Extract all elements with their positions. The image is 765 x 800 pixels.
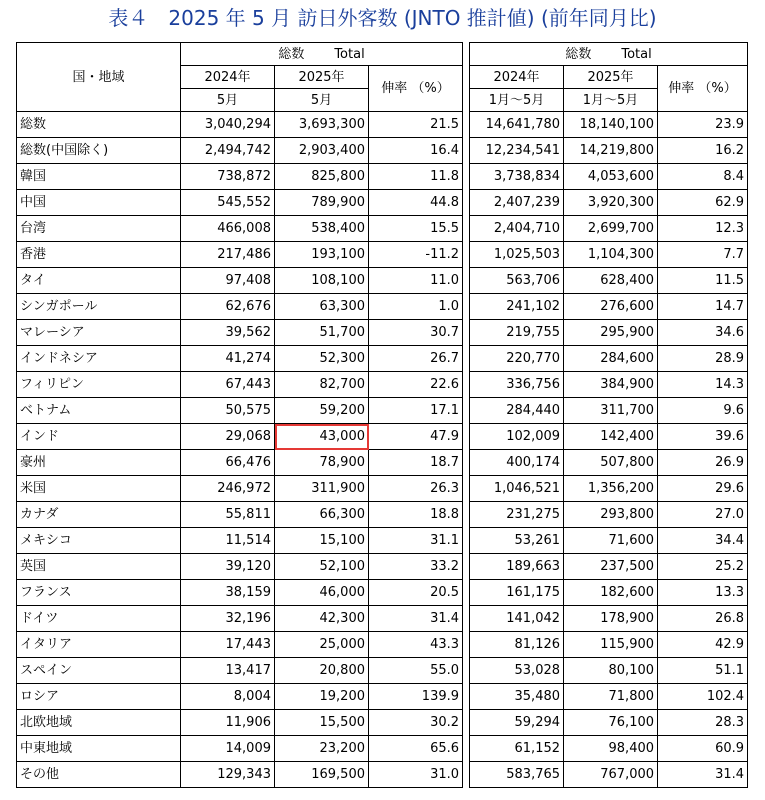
region-name: メキシコ: [17, 528, 181, 554]
ytd-2024-value: 102,009: [470, 424, 564, 450]
may-2024-value: 39,120: [181, 554, 275, 580]
ytd-2025-value: 311,700: [564, 398, 658, 424]
table-row: [17, 320, 748, 346]
region-name: その他: [17, 762, 181, 788]
table-row: [17, 528, 748, 554]
may-2025-value: 42,300: [275, 606, 369, 632]
ytd-2025-value: 76,100: [564, 710, 658, 736]
region-name: インド: [17, 424, 181, 450]
ytd-growth-value: 34.6: [658, 320, 748, 346]
ytd-growth-value: 28.3: [658, 710, 748, 736]
ytd-2024-month-header: 1月～5月: [470, 89, 564, 112]
may-2025-value: 19,200: [275, 684, 369, 710]
ytd-2025-value: 237,500: [564, 554, 658, 580]
ytd-2024-value: 3,738,834: [470, 164, 564, 190]
ytd-2024-value: 1,046,521: [470, 476, 564, 502]
column-gap: [463, 476, 470, 502]
may-2024-value: 738,872: [181, 164, 275, 190]
may-2025-value: 66,300: [275, 502, 369, 528]
table-row: [17, 138, 748, 164]
table-row: [17, 268, 748, 294]
ytd-2024-value: 53,028: [470, 658, 564, 684]
ytd-2024-value: 35,480: [470, 684, 564, 710]
may-growth-value: 31.4: [369, 606, 463, 632]
ytd-2025-value: 767,000: [564, 762, 658, 788]
may-2024-month-header: 5月: [181, 89, 275, 112]
table-body: [17, 112, 748, 788]
may-2024-value: 67,443: [181, 372, 275, 398]
may-2024-value: 97,408: [181, 268, 275, 294]
may-growth-header: 伸率 （%）: [369, 66, 463, 112]
may-2024-value: 38,159: [181, 580, 275, 606]
ytd-growth-value: 14.3: [658, 372, 748, 398]
ytd-2024-value: 2,407,239: [470, 190, 564, 216]
table-row: [17, 632, 748, 658]
region-name: ロシア: [17, 684, 181, 710]
may-growth-value: 17.1: [369, 398, 463, 424]
region-name: シンガポール: [17, 294, 181, 320]
may-2025-value: 15,500: [275, 710, 369, 736]
ytd-growth-value: 23.9: [658, 112, 748, 138]
may-2024-value: 50,575: [181, 398, 275, 424]
ytd-growth-value: 25.2: [658, 554, 748, 580]
may-2024-value: 11,906: [181, 710, 275, 736]
may-2025-value: 23,200: [275, 736, 369, 762]
column-gap: [463, 242, 470, 268]
may-growth-value: -11.2: [369, 242, 463, 268]
column-gap: [463, 138, 470, 164]
may-2024-value: 32,196: [181, 606, 275, 632]
ytd-2025-value: 115,900: [564, 632, 658, 658]
ytd-2025-value: 293,800: [564, 502, 658, 528]
may-2024-value: 39,562: [181, 320, 275, 346]
column-gap: [463, 424, 470, 450]
may-growth-value: 11.8: [369, 164, 463, 190]
may-2025-value: 538,400: [275, 216, 369, 242]
may-growth-value: 43.3: [369, 632, 463, 658]
ytd-2025-value: 98,400: [564, 736, 658, 762]
may-2025-value: 25,000: [275, 632, 369, 658]
highlighted-cell: 43,000: [275, 424, 369, 450]
ytd-2024-value: 161,175: [470, 580, 564, 606]
ytd-2025-month-header: 1月～5月: [564, 89, 658, 112]
region-name: ドイツ: [17, 606, 181, 632]
ytd-2025-value: 276,600: [564, 294, 658, 320]
may-2024-value: 66,476: [181, 450, 275, 476]
ytd-growth-value: 8.4: [658, 164, 748, 190]
ytd-2025-value: 182,600: [564, 580, 658, 606]
may-2025-value: 789,900: [275, 190, 369, 216]
table-row: [17, 294, 748, 320]
may-2025-value: 63,300: [275, 294, 369, 320]
region-name: 北欧地域: [17, 710, 181, 736]
may-2024-value: 129,343: [181, 762, 275, 788]
ytd-growth-value: 60.9: [658, 736, 748, 762]
ytd-2024-value: 220,770: [470, 346, 564, 372]
column-gap: [463, 684, 470, 710]
table-row: [17, 398, 748, 424]
table-row: [17, 710, 748, 736]
may-growth-value: 20.5: [369, 580, 463, 606]
may-growth-value: 11.0: [369, 268, 463, 294]
ytd-growth-value: 11.5: [658, 268, 748, 294]
region-name: 英国: [17, 554, 181, 580]
ytd-2024-value: 59,294: [470, 710, 564, 736]
may-2024-value: 17,443: [181, 632, 275, 658]
ytd-2025-value: 1,104,300: [564, 242, 658, 268]
table-row: [17, 554, 748, 580]
ytd-2025-value: 14,219,800: [564, 138, 658, 164]
may-growth-value: 33.2: [369, 554, 463, 580]
ytd-2025-value: 71,800: [564, 684, 658, 710]
ytd-2024-value: 563,706: [470, 268, 564, 294]
region-name: 中東地域: [17, 736, 181, 762]
ytd-growth-value: 14.7: [658, 294, 748, 320]
ytd-2024-value: 141,042: [470, 606, 564, 632]
may-growth-value: 30.7: [369, 320, 463, 346]
may-2025-value: 52,300: [275, 346, 369, 372]
ytd-growth-value: 28.9: [658, 346, 748, 372]
column-gap: [463, 606, 470, 632]
ytd-2025-value: 80,100: [564, 658, 658, 684]
region-name: インドネシア: [17, 346, 181, 372]
may-2025-value: 311,900: [275, 476, 369, 502]
column-gap: [463, 164, 470, 190]
ytd-2024-value: 400,174: [470, 450, 564, 476]
may-2025-value: 59,200: [275, 398, 369, 424]
ytd-2025-value: 178,900: [564, 606, 658, 632]
ytd-2024-value: 53,261: [470, 528, 564, 554]
column-gap: [463, 112, 470, 138]
ytd-2024-value: 284,440: [470, 398, 564, 424]
ytd-growth-header: 伸率 （%）: [658, 66, 748, 112]
ytd-growth-value: 29.6: [658, 476, 748, 502]
column-gap: [463, 268, 470, 294]
may-2025-value: 108,100: [275, 268, 369, 294]
ytd-2024-value: 14,641,780: [470, 112, 564, 138]
may-2025-value: 20,800: [275, 658, 369, 684]
region-name: 総数(中国除く): [17, 138, 181, 164]
region-name: マレーシア: [17, 320, 181, 346]
region-name: フランス: [17, 580, 181, 606]
column-gap: [463, 502, 470, 528]
ytd-total-header: [470, 43, 748, 66]
may-2024-value: 545,552: [181, 190, 275, 216]
column-gap: [463, 658, 470, 684]
ytd-2025-value: 295,900: [564, 320, 658, 346]
region-name: 台湾: [17, 216, 181, 242]
ytd-growth-value: 42.9: [658, 632, 748, 658]
may-2025-value: 78,900: [275, 450, 369, 476]
ytd-total-label-en: Total: [621, 46, 652, 62]
region-name: 豪州: [17, 450, 181, 476]
may-growth-value: 30.2: [369, 710, 463, 736]
region-name: イタリア: [17, 632, 181, 658]
region-name: 韓国: [17, 164, 181, 190]
ytd-total-label-jp: 総数: [565, 46, 592, 62]
may-2025-value: 2,903,400: [275, 138, 369, 164]
may-2024-value: 11,514: [181, 528, 275, 554]
table-row: [17, 606, 748, 632]
ytd-2024-value: 219,755: [470, 320, 564, 346]
ytd-2024-value: 241,102: [470, 294, 564, 320]
ytd-2024-value: 189,663: [470, 554, 564, 580]
may-growth-value: 16.4: [369, 138, 463, 164]
table-row: [17, 736, 748, 762]
table-row: [17, 658, 748, 684]
ytd-2024-value: 2,404,710: [470, 216, 564, 242]
column-gap: [463, 346, 470, 372]
ytd-2025-value: 2,699,700: [564, 216, 658, 242]
column-gap: [463, 736, 470, 762]
column-gap: [463, 216, 470, 242]
region-name: 中国: [17, 190, 181, 216]
column-gap: [463, 580, 470, 606]
ytd-2024-value: 1,025,503: [470, 242, 564, 268]
region-header: 国・地域: [17, 43, 181, 112]
ytd-growth-value: 9.6: [658, 398, 748, 424]
table-row: [17, 476, 748, 502]
column-gap: [463, 190, 470, 216]
table-row: [17, 684, 748, 710]
may-2024-year-header: 2024年: [181, 66, 275, 89]
ytd-growth-value: 13.3: [658, 580, 748, 606]
may-2024-value: 246,972: [181, 476, 275, 502]
ytd-growth-value: 39.6: [658, 424, 748, 450]
column-gap: [463, 43, 470, 112]
may-2025-value: 825,800: [275, 164, 369, 190]
table-row: [17, 424, 748, 450]
column-gap: [463, 320, 470, 346]
ytd-2025-value: 507,800: [564, 450, 658, 476]
may-growth-value: 21.5: [369, 112, 463, 138]
may-growth-value: 47.9: [369, 424, 463, 450]
ytd-2025-value: 628,400: [564, 268, 658, 294]
may-growth-value: 18.8: [369, 502, 463, 528]
may-2025-month-header: 5月: [275, 89, 369, 112]
may-growth-value: 18.7: [369, 450, 463, 476]
may-growth-value: 22.6: [369, 372, 463, 398]
region-name: ベトナム: [17, 398, 181, 424]
column-gap: [463, 372, 470, 398]
ytd-growth-value: 62.9: [658, 190, 748, 216]
region-name: 香港: [17, 242, 181, 268]
ytd-2024-year-header: 2024年: [470, 66, 564, 89]
may-total-label-jp: 総数: [278, 46, 305, 62]
may-growth-value: 44.8: [369, 190, 463, 216]
table-row: [17, 346, 748, 372]
may-2025-value: 3,693,300: [275, 112, 369, 138]
column-gap: [463, 398, 470, 424]
may-2025-value: 15,100: [275, 528, 369, 554]
column-gap: [463, 632, 470, 658]
ytd-2025-value: 3,920,300: [564, 190, 658, 216]
may-2025-value: 52,100: [275, 554, 369, 580]
may-2024-value: 62,676: [181, 294, 275, 320]
ytd-2024-value: 12,234,541: [470, 138, 564, 164]
ytd-2025-value: 1,356,200: [564, 476, 658, 502]
ytd-2024-value: 61,152: [470, 736, 564, 762]
ytd-growth-value: 34.4: [658, 528, 748, 554]
may-growth-value: 139.9: [369, 684, 463, 710]
may-growth-value: 31.0: [369, 762, 463, 788]
may-2024-value: 29,068: [181, 424, 275, 450]
region-name: 米国: [17, 476, 181, 502]
may-growth-value: 26.3: [369, 476, 463, 502]
ytd-2025-value: 71,600: [564, 528, 658, 554]
ytd-2024-value: 583,765: [470, 762, 564, 788]
may-growth-value: 26.7: [369, 346, 463, 372]
table-row: [17, 190, 748, 216]
ytd-growth-value: 12.3: [658, 216, 748, 242]
region-name: 総数: [17, 112, 181, 138]
may-2025-value: 193,100: [275, 242, 369, 268]
column-gap: [463, 554, 470, 580]
column-gap: [463, 450, 470, 476]
may-growth-value: 1.0: [369, 294, 463, 320]
ytd-2024-value: 81,126: [470, 632, 564, 658]
region-name: フィリピン: [17, 372, 181, 398]
ytd-2025-value: 142,400: [564, 424, 658, 450]
region-name: カナダ: [17, 502, 181, 528]
ytd-2024-value: 231,275: [470, 502, 564, 528]
table-row: [17, 502, 748, 528]
may-2024-value: 55,811: [181, 502, 275, 528]
may-2025-value: 46,000: [275, 580, 369, 606]
table-row: [17, 242, 748, 268]
may-2024-value: 13,417: [181, 658, 275, 684]
may-2024-value: 3,040,294: [181, 112, 275, 138]
region-name: スペイン: [17, 658, 181, 684]
ytd-growth-value: 51.1: [658, 658, 748, 684]
may-2025-value: 51,700: [275, 320, 369, 346]
table-row: [17, 112, 748, 138]
ytd-2024-value: 336,756: [470, 372, 564, 398]
may-2025-year-header: 2025年: [275, 66, 369, 89]
may-growth-value: 15.5: [369, 216, 463, 242]
table-row: [17, 164, 748, 190]
may-total-header: [181, 43, 463, 66]
ytd-2025-year-header: 2025年: [564, 66, 658, 89]
may-growth-value: 65.6: [369, 736, 463, 762]
may-2024-value: 217,486: [181, 242, 275, 268]
ytd-growth-value: 102.4: [658, 684, 748, 710]
may-2024-value: 2,494,742: [181, 138, 275, 164]
column-gap: [463, 528, 470, 554]
table-row: [17, 762, 748, 788]
may-2024-value: 14,009: [181, 736, 275, 762]
ytd-2025-value: 18,140,100: [564, 112, 658, 138]
table-row: [17, 580, 748, 606]
may-2024-value: 8,004: [181, 684, 275, 710]
table-row: [17, 450, 748, 476]
ytd-growth-value: 26.9: [658, 450, 748, 476]
may-2025-value: 82,700: [275, 372, 369, 398]
column-gap: [463, 762, 470, 788]
column-gap: [463, 710, 470, 736]
may-growth-value: 55.0: [369, 658, 463, 684]
column-gap: [463, 294, 470, 320]
region-name: タイ: [17, 268, 181, 294]
visitor-table: [16, 42, 748, 788]
ytd-growth-value: 16.2: [658, 138, 748, 164]
may-2024-value: 41,274: [181, 346, 275, 372]
may-growth-value: 31.1: [369, 528, 463, 554]
ytd-2025-value: 4,053,600: [564, 164, 658, 190]
table-row: [17, 372, 748, 398]
ytd-2025-value: 384,900: [564, 372, 658, 398]
may-2025-value: 169,500: [275, 762, 369, 788]
page-title: 表４ 2025 年 5 月 訪日外客数 (JNTO 推計値) (前年同月比): [108, 6, 657, 30]
may-total-label-en: Total: [334, 46, 365, 62]
ytd-2025-value: 284,600: [564, 346, 658, 372]
may-2024-value: 466,008: [181, 216, 275, 242]
ytd-growth-value: 7.7: [658, 242, 748, 268]
ytd-growth-value: 27.0: [658, 502, 748, 528]
ytd-growth-value: 31.4: [658, 762, 748, 788]
table-row: [17, 216, 748, 242]
ytd-growth-value: 26.8: [658, 606, 748, 632]
